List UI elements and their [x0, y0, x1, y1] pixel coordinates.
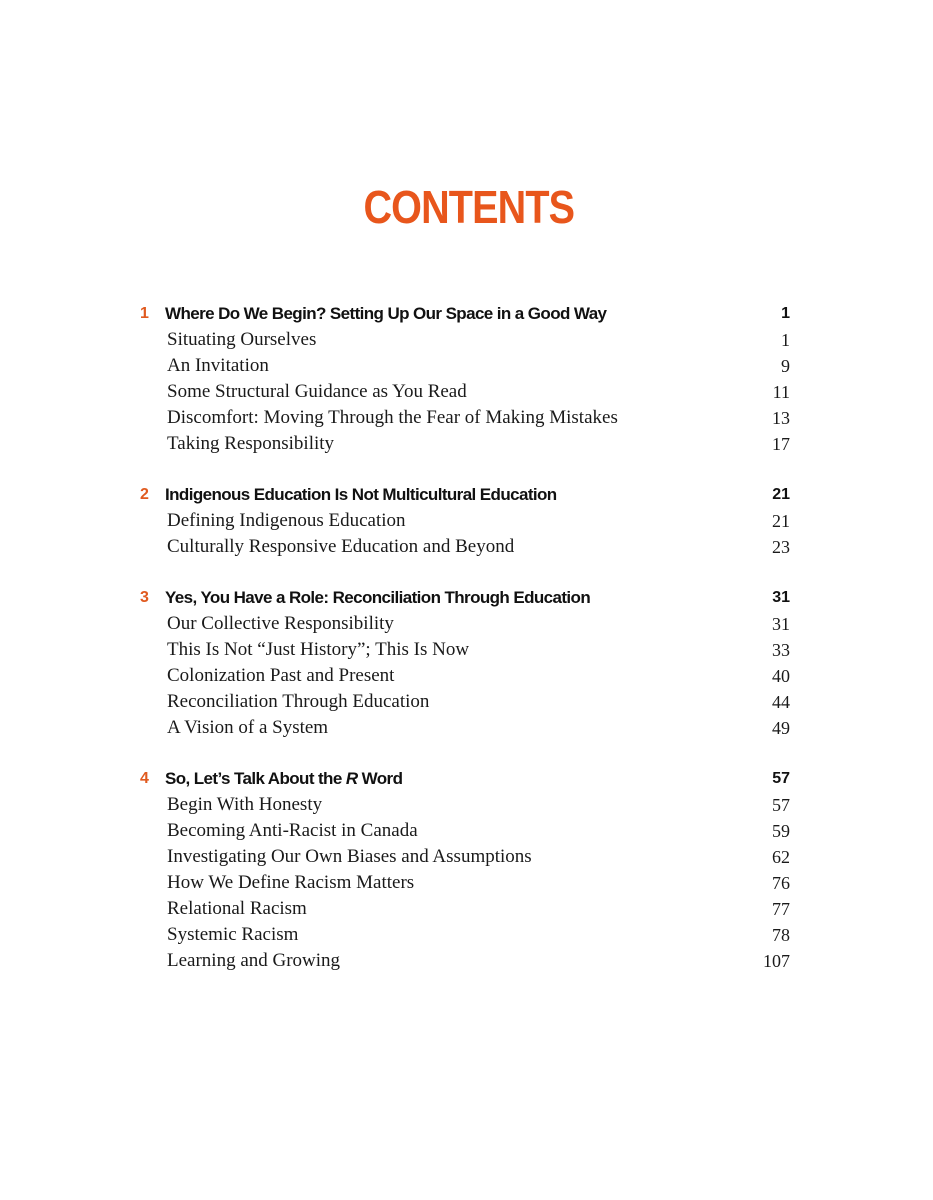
section-entry[interactable] — [140, 379, 790, 405]
page-number: 107 — [763, 951, 790, 971]
chapter-number: 2 — [140, 486, 149, 503]
page-number: 9 — [781, 356, 790, 376]
page-number: 31 — [772, 589, 790, 606]
section-title: Becoming Anti-Racist in Canada — [167, 820, 418, 841]
page-number: 33 — [772, 640, 790, 660]
section-title: Colonization Past and Present — [167, 665, 395, 686]
section-title: Some Structural Guidance as You Read — [167, 381, 467, 402]
chapter-title: Indigenous Education Is Not Multicultural Education — [165, 485, 557, 504]
section-entry[interactable] — [140, 405, 790, 431]
page-number: 31 — [772, 614, 790, 634]
chapter-heading[interactable] — [140, 301, 790, 327]
page-number: 78 — [772, 925, 790, 945]
section-entry[interactable] — [140, 896, 790, 922]
table-of-contents — [140, 301, 790, 999]
page-number: 57 — [772, 795, 790, 815]
section-entry[interactable] — [140, 431, 790, 457]
section-entry[interactable] — [140, 611, 790, 637]
chapter-number: 3 — [140, 589, 149, 606]
chapter-heading[interactable] — [140, 766, 790, 792]
chapter-4 — [140, 766, 790, 974]
section-entry[interactable] — [140, 948, 790, 974]
section-title: Our Collective Responsibility — [167, 613, 394, 634]
page-number: 13 — [772, 408, 790, 428]
page-number: 23 — [772, 537, 790, 557]
page-number: 1 — [781, 305, 790, 322]
section-entry[interactable] — [140, 818, 790, 844]
section-title: Reconciliation Through Education — [167, 691, 430, 712]
page-number: 40 — [772, 666, 790, 686]
chapter-title-italic: R — [345, 769, 358, 788]
chapter-title-end: Word — [357, 769, 403, 788]
section-title: Discomfort: Moving Through the Fear of Making Mistakes — [167, 407, 618, 428]
section-entry[interactable] — [140, 534, 790, 560]
section-entry[interactable] — [140, 922, 790, 948]
section-title: Situating Ourselves — [167, 329, 317, 350]
section-title: Begin With Honesty — [167, 794, 323, 815]
section-entry[interactable] — [140, 637, 790, 663]
page-number: 76 — [772, 873, 790, 893]
page-number: 57 — [772, 770, 790, 787]
section-title: Learning and Growing — [167, 950, 341, 971]
page-number: 21 — [772, 511, 790, 531]
page-number: 17 — [772, 434, 790, 454]
page-number: 49 — [772, 718, 790, 738]
section-title: Relational Racism — [167, 898, 307, 919]
page-number: 44 — [772, 692, 790, 712]
page-number: 77 — [772, 899, 790, 919]
chapter-title — [165, 766, 402, 792]
chapter-number: 1 — [140, 305, 149, 322]
chapter-heading[interactable] — [140, 585, 790, 611]
section-title: Culturally Responsive Education and Beyond — [167, 536, 515, 557]
section-entry[interactable] — [140, 870, 790, 896]
page-number: 62 — [772, 847, 790, 867]
section-title: Taking Responsibility — [167, 433, 335, 454]
section-title: Investigating Our Own Biases and Assumptions — [167, 846, 532, 867]
section-title: How We Define Racism Matters — [167, 872, 415, 893]
chapter-number: 4 — [140, 770, 149, 787]
section-title: An Invitation — [167, 355, 269, 376]
page-number: 11 — [772, 382, 790, 402]
chapter-title: Where Do We Begin? Setting Up Our Space in a Good Way — [165, 304, 607, 323]
chapter-title-start: So, Let’s Talk About the — [165, 769, 346, 788]
page-number: 21 — [772, 486, 790, 503]
chapter-2 — [140, 482, 790, 560]
chapter-1 — [140, 301, 790, 457]
section-entry[interactable] — [140, 715, 790, 741]
chapter-3 — [140, 585, 790, 741]
section-title: Systemic Racism — [167, 924, 299, 945]
page-number: 59 — [772, 821, 790, 841]
chapter-title: Yes, You Have a Role: Reconciliation Through Education — [165, 588, 591, 607]
section-entry[interactable] — [140, 353, 790, 379]
section-entry[interactable] — [140, 689, 790, 715]
section-title: A Vision of a System — [167, 717, 329, 738]
section-entry[interactable] — [140, 792, 790, 818]
section-entry[interactable] — [140, 327, 790, 353]
section-entry[interactable] — [140, 508, 790, 534]
page-number: 1 — [781, 330, 790, 350]
page-title: CONTENTS — [363, 180, 575, 233]
section-title: Defining Indigenous Education — [167, 510, 406, 531]
chapter-heading[interactable] — [140, 482, 790, 508]
section-entry[interactable] — [140, 844, 790, 870]
section-entry[interactable] — [140, 663, 790, 689]
section-title: This Is Not “Just History”; This Is Now — [167, 639, 470, 660]
